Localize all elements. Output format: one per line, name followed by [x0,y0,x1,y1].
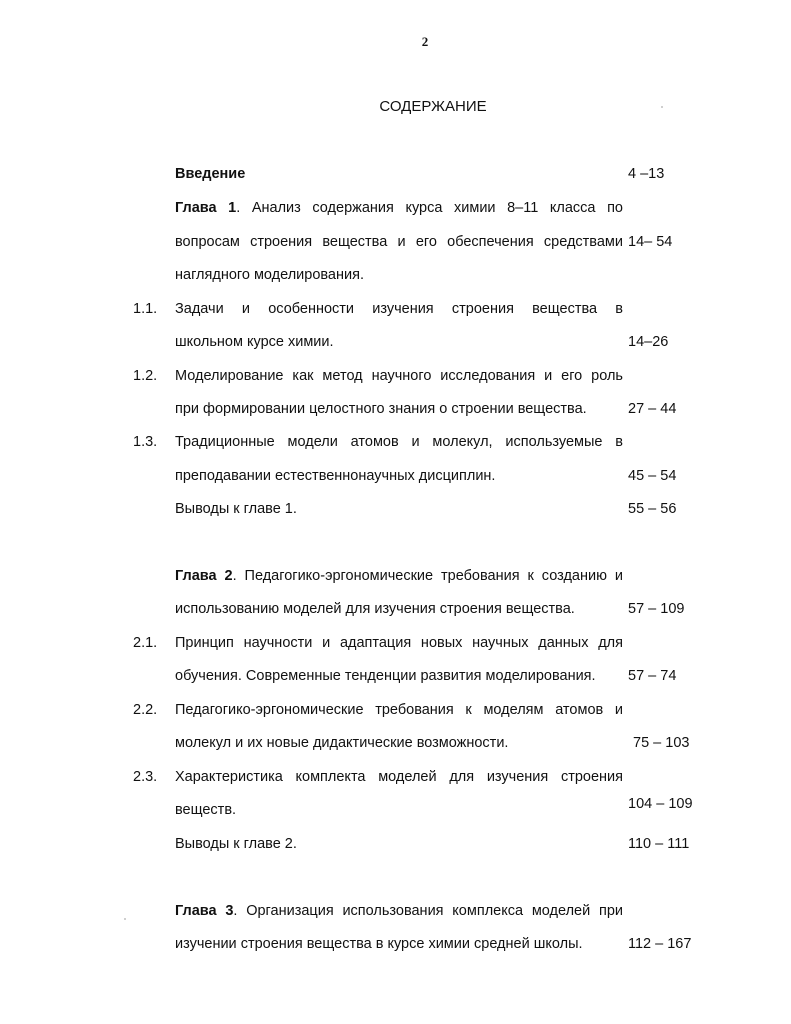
chapter-2-line-1: Глава 2. Педагогико-эргономические требования к созданию и [175,568,623,584]
chapter-1-line-2: вопросам строения вещества и его обеспечения средствами [175,234,623,250]
section-2-3-pages: 104 – 109 [628,796,693,812]
section-2-1-line-2: обучения. Современные тенденции развития моделирования. [175,668,596,684]
section-2-3-line-1: Характеристика комплекта моделей для изучения строения [175,769,623,785]
section-1-2-pages: 27 – 44 [628,401,677,417]
section-1-3-pages: 45 – 54 [628,468,677,484]
chapter-1-line-3: наглядного моделирования. [175,267,364,283]
conclusions-2-pages: 110 – 111 [628,836,690,852]
section-1-1-line-2: школьном курсе химии. [175,334,334,350]
section-2-1-pages: 57 – 74 [628,668,677,684]
chapter-1-line-1: Глава 1. Анализ содержания курса химии 8–11 класса по [175,200,623,216]
section-2-2-number: 2.2. [133,702,158,718]
section-2-2-line-2: молекул и их новые дидактические возможности. [175,735,509,751]
page-number: 2 [421,34,429,49]
section-2-2-pages: 75 – 103 [633,735,690,751]
section-1-2-line-2: при формировании целостного знания о строении вещества. [175,401,587,417]
section-2-1-number: 2.1. [133,635,158,651]
section-1-3-line-2: преподавании естественнонаучных дисциплин. [175,468,496,484]
chapter-1-heading: Глава 1 [175,200,237,216]
section-2-1-line-1: Принцип научности и адаптация новых научных данных для [175,635,623,651]
section-2-2-line-1: Педагогико-эргономические требования к моделям атомов и [175,702,623,718]
scan-speck [661,106,663,108]
chapter-2-heading: Глава 2 [175,568,233,584]
section-2-3-line-2: веществ. [175,802,237,818]
section-1-3-number: 1.3. [133,434,158,450]
chapter-3-line-2: изучении строения вещества в курсе химии средней школы. [175,936,583,952]
intro-pages: 4 –13 [628,166,665,182]
conclusions-1-label: Выводы к главе 1. [175,501,297,517]
chapter-3-heading: Глава 3 [175,903,234,919]
toc-entry-intro [175,166,245,183]
chapter-1-pages: 14– 54 [628,234,673,250]
chapter-3-pages: 112 – 167 [628,936,692,952]
chapter-3-line-1: Глава 3. Организация использования комплекса моделей при [175,903,623,919]
conclusions-2-label: Выводы к главе 2. [175,836,297,852]
intro-label: Введение [175,166,246,182]
section-1-1-pages: 14–26 [628,334,669,350]
section-1-3-line-1: Традиционные модели атомов и молекул, используемые в [175,434,623,450]
section-1-2-number: 1.2. [133,368,158,384]
scan-speck [124,918,126,920]
section-1-1-line-1: Задачи и особенности изучения строения вещества в [175,301,623,317]
page-title: СОДЕРЖАНИЕ [379,98,487,115]
chapter-2-line-2: использованию моделей для изучения строения вещества. [175,601,575,617]
chapter-2-pages: 57 – 109 [628,601,685,617]
section-1-1-number: 1.1. [133,301,158,317]
section-2-3-number: 2.3. [133,769,158,785]
conclusions-1-pages: 55 – 56 [628,501,677,517]
section-1-2-line-1: Моделирование как метод научного исследования и его роль [175,368,623,384]
